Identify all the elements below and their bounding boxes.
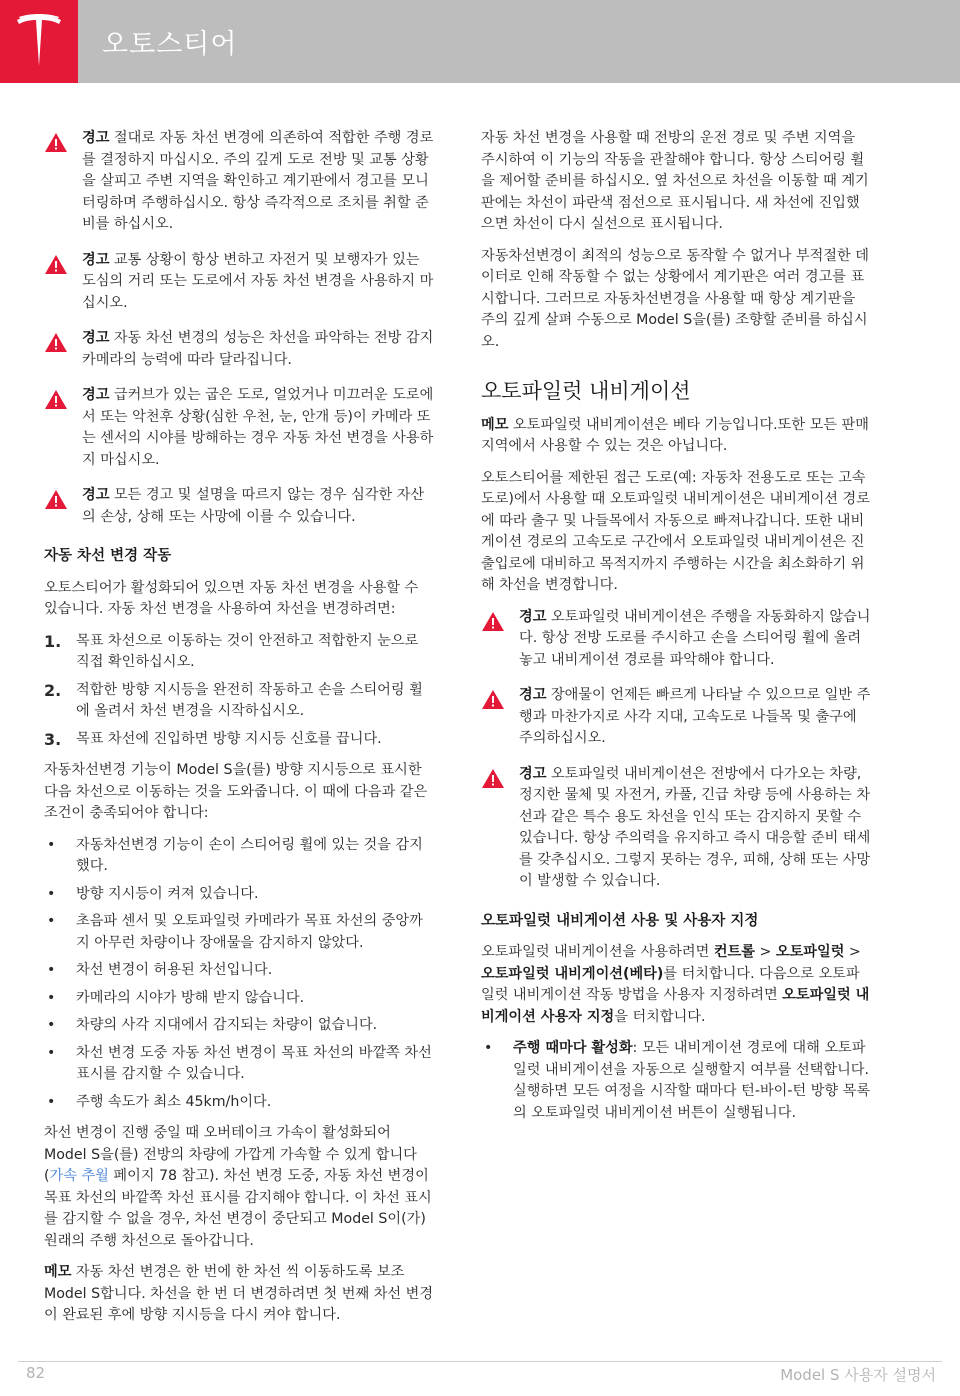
section-heading: 오토파일럿 내비게이션 사용 및 사용자 지정 — [481, 912, 759, 929]
footer-divider — [18, 1361, 942, 1362]
memo-label: 메모 — [44, 1264, 72, 1280]
warning-block — [44, 385, 436, 471]
list-item — [44, 729, 436, 751]
warning-block — [44, 128, 436, 236]
list-item: • 차선 변경 도중 자동 차선 변경이 목표 차선의 바깥쪽 차선 표시를 감지할 수 있습니다. — [44, 1043, 436, 1086]
warning-block — [481, 764, 871, 893]
warning-text: 절대로 자동 차선 변경에 의존하여 적합한 주행 경로를 결정하지 마십시오. 주의 깊게 도로 전방 및 교통 상황을 살피고 주변 지역을 확인하고 계기판에서 경고를 모니터링하며 주행하십시오. 항상 즉각적으로 조치를 취할 준비를 하십시오. — [82, 130, 434, 232]
warning-icon — [481, 611, 505, 632]
steps-list — [44, 631, 436, 751]
warning-icon — [44, 254, 68, 275]
warning-block — [44, 328, 436, 371]
warning-block — [481, 607, 871, 672]
memo-text: 오토파일럿 내비게이션은 베타 기능입니다.또한 모든 판매 지역에서 사용할 수 있는 것은 아닙니다. — [481, 416, 869, 454]
list-item: • 차선 변경이 허용된 차선입니다. — [44, 960, 436, 982]
paragraph — [44, 1123, 436, 1252]
overtake-link[interactable]: 가속 추월 — [49, 1168, 109, 1184]
text-run: 를 터치합니다. 다음으로 오토파일럿 내비게이션 작동 방법을 사용자 지정하려면 — [481, 965, 860, 1003]
warning-text: 자동 차선 변경의 성능은 차선을 파악하는 전방 감지 카메라의 능력에 따라 달라집니다. — [82, 330, 434, 368]
step-number: 3. — [44, 729, 62, 749]
memo-label: 메모 — [481, 416, 509, 433]
list-item: • 주행 속도가 최소 45km/h이다. — [44, 1092, 436, 1114]
warning-icon — [44, 389, 68, 410]
paragraph: 자동차선변경 기능이 Model S을(를) 방향 지시등으로 표시한 다음 차선으로 이동하는 것을 도와줍니다. 이 때에 다음과 같은 조건이 충족되어야 합니다: — [44, 762, 428, 821]
list-item — [44, 631, 436, 674]
text-run: 차선 변경이 진행 중일 때 오버테이크 가속이 활성화되어 Model S을(를) 전방의 차량에 가깝게 가속할 수 있게 합니다( — [44, 1125, 417, 1184]
page-header — [0, 0, 960, 83]
paragraph: 자동 차선 변경을 사용할 때 전방의 운전 경로 및 주변 지역을 주시하여 이 기능의 작동을 관찰해야 합니다. 항상 스티어링 휠을 제어할 준비를 하십시오. 옆 차선으로 차선을 이동할 때 계기판에는 차선이 파란색 점선으로 표시됩니다. 새 차선에 진입했으면 차선이 다시 실선으로 표시됩니다. — [481, 130, 869, 232]
warning-icon — [481, 689, 505, 710]
memo-text: 자동 차선 변경은 한 번에 한 차선 씩 이동하도록 보조Model S합니다. 차선을 한 번 더 변경하려면 첫 번째 차선 변경이 완료된 후에 방향 지시등을 다시 켜야 합니다. — [44, 1264, 434, 1323]
warning-block — [44, 250, 436, 315]
path-separator: > — [844, 944, 861, 960]
option-label: 주행 때마다 활성화 — [513, 1040, 633, 1056]
warning-text: 오토파일럿 내비게이션은 전방에서 다가오는 차량, 정지한 물체 및 자전거, 카풀, 긴급 차량 등에 사용하는 차선과 같은 특수 용도 차선을 인식 또는 감지하지 못할 수 있습니다. 항상 주의력을 유지하고 즉시 대응할 준비 태세를 갖추십시오. 그렇지 못하는 경우, 피해, 상해 또는 사망이 발생할 수 있습니다. — [519, 765, 871, 889]
options-list — [481, 1038, 871, 1124]
menu-path-customize: 오토파일럿 내비게이션 사용자 지정 — [481, 987, 870, 1025]
tesla-logo-icon — [14, 14, 64, 69]
text-run: 을 터치합니다. — [614, 1008, 706, 1025]
step-text: 목표 차선에 진입하면 방향 지시등 신호를 끕니다. — [76, 730, 382, 747]
menu-path-nav-beta: 오토파일럿 내비게이션(베타) — [481, 965, 664, 982]
warning-label: 경고 — [82, 251, 110, 268]
left-column — [44, 128, 436, 1337]
step-text: 목표 차선으로 이동하는 것이 안전하고 적합한지 눈으로 직접 확인하십시오. — [76, 632, 419, 670]
step-number: 1. — [44, 631, 62, 651]
warning-block — [481, 685, 871, 750]
warning-icon — [44, 332, 68, 353]
list-item — [44, 680, 436, 723]
warning-label: 경고 — [519, 765, 547, 782]
paragraph: 오토스티어가 활성화되어 있으면 자동 차선 변경을 사용할 수 있습니다. 자동 차선 변경을 사용하여 차선을 변경하려면: — [44, 579, 419, 617]
paragraph: 오토스티어를 제한된 접근 도로(예: 자동차 전용도로 또는 고속도로)에서 사용할 때 오토파일럿 내비게이션은 내비게이션 경로에 따라 출구 및 나들목에서 자동으로 빠져나갑니다. 또한 내비게이션 경로의 고속도로 구간에서 오토파일럿 내비게이션은 진출입로에 대비하고 목적지까지 주행하는 시간을 최소화하기 위해 차선을 변경합니다. — [481, 469, 870, 593]
memo-paragraph — [44, 1262, 436, 1327]
path-separator: > — [754, 944, 776, 960]
warning-icon — [481, 768, 505, 789]
warning-label: 경고 — [82, 330, 110, 346]
warning-label: 경고 — [82, 487, 110, 503]
page-title: 오토스티어 — [102, 29, 238, 60]
memo-paragraph — [481, 415, 871, 458]
list-item: • 카메라의 시야가 방해 받지 않습니다. — [44, 988, 436, 1010]
menu-path-controls: 컨트롤 — [713, 944, 755, 960]
manual-name: Model S 사용자 설명서 — [780, 1366, 936, 1384]
warning-label: 경고 — [82, 387, 110, 403]
warning-text: 급커브가 있는 굽은 도로, 얼었거나 미끄러운 도로에서 또는 악천후 상황(심한 우천, 눈, 안개 등)이 카메라 또는 센서의 시야를 방해하는 경우 자동 차선 변경을 사용하지 마십시오. — [82, 387, 434, 468]
warning-text: 모든 경고 및 설명을 따르지 않는 경우 심각한 자산의 손상, 상해 또는 사망에 이를 수 있습니다. — [82, 487, 425, 525]
text-run: 페이지 78 참고). 차선 변경 도중, 자동 차선 변경이 목표 차선의 바깥쪽 차선 표시를 감지해야 합니다. 이 차선 표시를 감지할 수 없을 경우, 차선 변경이 중단되고 Model S이(가) 원래의 주행 차선으로 돌아갑니다. — [44, 1168, 432, 1249]
warning-block — [44, 485, 436, 528]
section-title: 오토파일럿 내비게이션 — [481, 379, 691, 403]
logo — [0, 0, 78, 83]
option-text: : 모든 내비게이션 경로에 대해 오토파일럿 내비게이션을 자동으로 실행할지 여부를 선택합니다. 실행하면 모든 여정을 시작할 때마다 턴-바이-턴 방향 목록의 오토파일럿 내비게이션 버튼이 실행됩니다. — [513, 1040, 871, 1121]
menu-path-autopilot: 오토파일럿 — [775, 944, 845, 960]
step-number: 2. — [44, 680, 62, 700]
section-heading: 자동 차선 변경 작동 — [44, 548, 172, 564]
page-number: 82 — [26, 1364, 46, 1382]
warning-label: 경고 — [519, 687, 547, 703]
warning-text: 교통 상황이 항상 변하고 자전거 및 보행자가 있는 도심의 거리 또는 도로에서 자동 차선 변경을 사용하지 마십시오. — [82, 251, 434, 311]
warning-text: 장애물이 언제든 빠르게 나타날 수 있으므로 일반 주행과 마찬가지로 사각 지대, 고속도로 나들목 및 출구에 주의하십시오. — [519, 687, 871, 746]
warning-text: 오토파일럿 내비게이션은 주행을 자동화하지 않습니다. 항상 전방 도로를 주시하고 손을 스티어링 휠에 올려 놓고 내비게이션 경로를 파악해야 합니다. — [519, 608, 871, 668]
conditions-list — [44, 835, 436, 1114]
warning-label: 경고 — [82, 130, 110, 146]
right-column — [481, 128, 871, 1134]
paragraph — [481, 942, 871, 1028]
list-item: • 차량의 사각 지대에서 감지되는 차량이 없습니다. — [44, 1015, 436, 1037]
step-text: 적합한 방향 지시등을 완전히 작동하고 손을 스티어링 휠에 올려서 차선 변경을 시작하십시오. — [76, 681, 423, 719]
warning-icon — [44, 489, 68, 510]
warning-label: 경고 — [519, 608, 547, 625]
list-item: • 방향 지시등이 켜져 있습니다. — [44, 884, 436, 906]
list-item — [481, 1038, 871, 1124]
list-item: • 자동차선변경 기능이 손이 스티어링 휠에 있는 것을 감지했다. — [44, 835, 436, 878]
warning-icon — [44, 132, 68, 153]
text-run: 오토파일럿 내비게이션을 사용하려면 — [481, 944, 714, 960]
list-item: • 초음파 센서 및 오토파일럿 카메라가 목표 차선의 중앙까지 아무런 차량이나 장애물을 감지하지 않았다. — [44, 911, 436, 954]
paragraph: 자동차선변경이 최적의 성능으로 동작할 수 없거나 부적절한 데이터로 인해 작동할 수 없는 상황에서 계기판은 여러 경고를 표시합니다. 그러므로 자동차선변경을 사용할 때 항상 계기판을 주의 깊게 살펴 수동으로 Model S을(를) 조향할 준비를 하십시오. — [481, 247, 869, 350]
